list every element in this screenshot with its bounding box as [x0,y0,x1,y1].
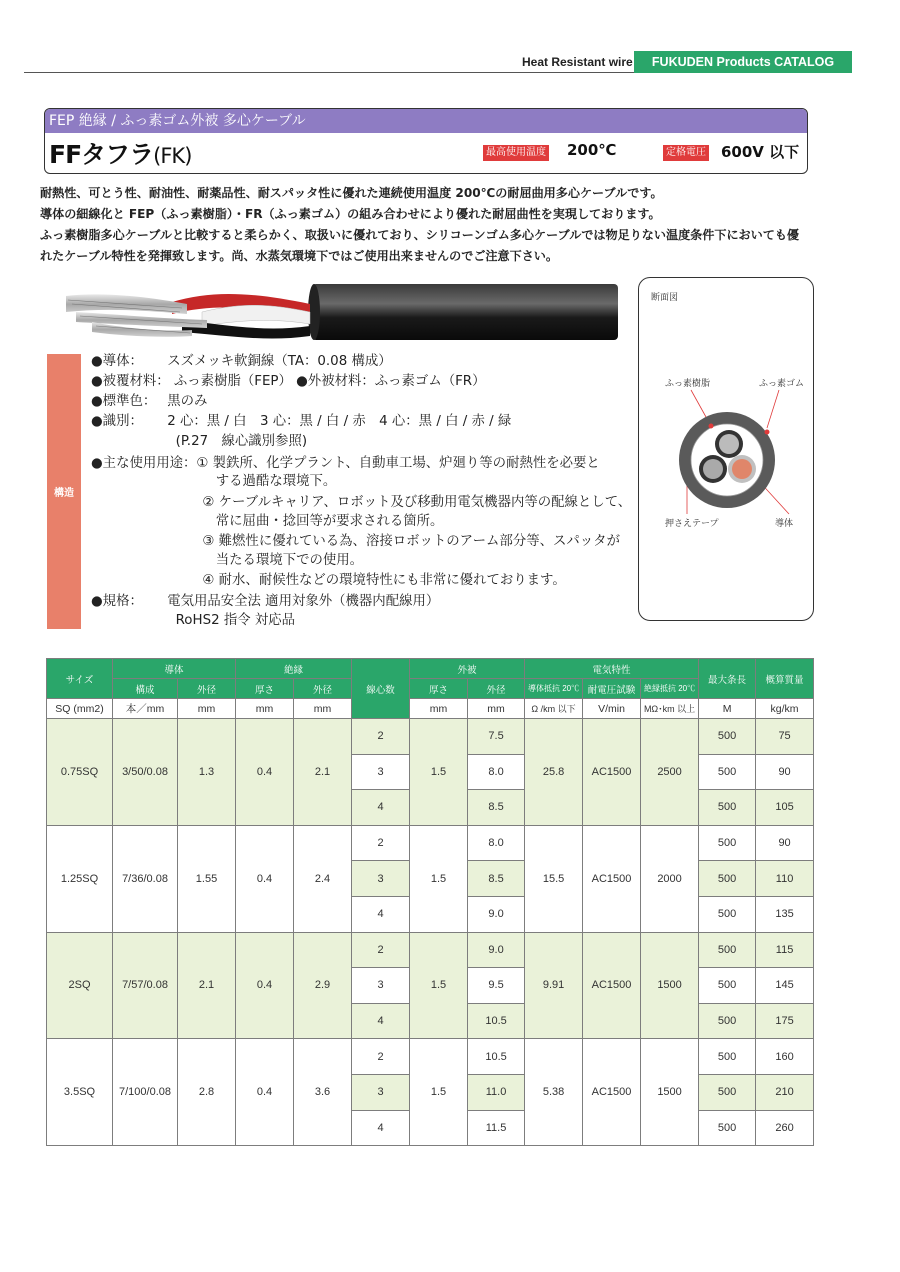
cell-insulation-resistance: 1500 [641,1039,699,1146]
product-title [49,135,191,171]
unit-sheath-od: mm [468,699,525,719]
header-withstand: 耐電圧試験 [583,679,641,699]
label-fluororesin: ふっ素樹脂 [665,379,711,389]
label-fluororubber: ふっ素ゴム [759,379,805,389]
cell-weight: 110 [756,861,814,897]
label-conductor: 導体 [775,519,794,529]
header-insulation-od: 外径 [294,679,352,699]
cell-sheath-od: 9.0 [468,896,525,932]
cell-cores: 3 [352,1074,410,1110]
structure-tag: 構造 [47,354,81,629]
cell-insulation-thickness: 0.4 [236,1039,294,1146]
product-code: (FK) [153,144,192,168]
cell-composition: 7/57/0.08 [113,932,178,1039]
structure-usage-4: ④ 耐水、耐候性などの環境特性にも非常に優れております。 [91,573,566,588]
cell-composition: 3/50/0.08 [113,719,178,826]
cell-sheath-od: 10.5 [468,1039,525,1075]
cell-composition: 7/36/0.08 [113,825,178,932]
unit-resistance: Ω /km 以下 [525,699,583,719]
cell-insulation-resistance: 1500 [641,932,699,1039]
cell-conductor-od: 2.1 [178,932,236,1039]
cell-resistance: 15.5 [525,825,583,932]
cell-insulation-od: 2.1 [294,719,352,826]
structure-usage-2b: 常に屈曲・捻回等が要求される箇所。 [91,514,444,529]
header-sheath: 外被 [410,659,525,679]
catalog-banner: FUKUDEN Products CATALOG [634,51,852,73]
cell-sheath-thickness: 1.5 [410,719,468,826]
unit-size: SQ (mm2) [47,699,113,719]
header-weight: 概算質量 [756,659,814,699]
structure-standard: ●規格： 電気用品安全法 適用対象外（機器内配線用） [91,594,440,609]
description-line: ふっ素樹脂多心ケーブルと比較すると柔らかく、取扱いに優れており、シリコーンゴム多心ケーブルでは物足りない温度条件下においても優 [40,228,800,242]
cell-insulation-thickness: 0.4 [236,825,294,932]
structure-usage-1: ●主な使用用途：① 製鉄所、化学プラント、自動車工場、炉廻り等の耐熱性を必要と [91,456,600,471]
cell-max-length: 500 [699,968,756,1004]
cell-sheath-thickness: 1.5 [410,1039,468,1146]
description-line: れたケーブル特性を発揮致します。尚、水蒸気環境下ではご使用出来ませんのでご注意下さい。 [40,249,558,263]
spec-table [46,658,814,1146]
structure-conductor: ●導体： スズメッキ軟銅線（TA：0.08 構成） [91,354,392,369]
unit-insulation-thickness: mm [236,699,294,719]
cell-weight: 75 [756,719,814,755]
cell-max-length: 500 [699,861,756,897]
cell-resistance: 5.38 [525,1039,583,1146]
header-insulation-resistance: 絶縁抵抗 20℃ [641,679,699,699]
header-conductor-od: 外径 [178,679,236,699]
cell-max-length: 500 [699,825,756,861]
cell-cores: 2 [352,932,410,968]
cell-cores: 2 [352,825,410,861]
header-size: サイズ [47,659,113,699]
cell-insulation-thickness: 0.4 [236,719,294,826]
cell-withstand: AC1500 [583,1039,641,1146]
cell-cores: 3 [352,754,410,790]
cell-weight: 90 [756,825,814,861]
structure-identification: ●識別： 2 心：黒 / 白 3 心：黒 / 白 / 赤 4 心：黒 / 白 / 赤 / 緑 [91,414,512,429]
header-insulation-thickness: 厚さ [236,679,294,699]
cell-max-length: 500 [699,1003,756,1039]
cell-max-length: 500 [699,754,756,790]
cell-max-length: 500 [699,719,756,755]
cell-insulation-resistance: 2000 [641,825,699,932]
unit-insulation-od: mm [294,699,352,719]
cell-withstand: AC1500 [583,719,641,826]
cross-section-panel [638,277,814,621]
cell-weight: 135 [756,896,814,932]
header-sheath-thickness: 厚さ [410,679,468,699]
structure-color: ●標準色： 黒のみ [91,394,208,409]
cell-max-length: 500 [699,1039,756,1075]
table-row [47,825,814,861]
table-row [47,932,814,968]
cross-section-diagram [639,278,815,622]
cell-sheath-thickness: 1.5 [410,932,468,1039]
cell-sheath-od: 9.5 [468,968,525,1004]
cell-size: 1.25SQ [47,825,113,932]
cell-cores: 3 [352,968,410,1004]
structure-materials: ●被覆材料： ふっ素樹脂（FEP） ●外被材料：ふっ素ゴム（FR） [91,374,486,389]
cell-size: 3.5SQ [47,1039,113,1146]
unit-weight: kg/km [756,699,814,719]
cell-size: 2SQ [47,932,113,1039]
description-line: 導体の細線化と FEP（ふっ素樹脂）・FR（ふっ素ゴム）の組み合わせにより優れた耐屈曲性を実現しております。 [40,207,661,221]
structure-rohs: RoHS2 指令 対応品 [91,613,296,628]
max-temp-label: 最高使用温度 [483,145,549,161]
cell-sheath-od: 7.5 [468,719,525,755]
cell-sheath-od: 11.0 [468,1074,525,1110]
cell-resistance: 25.8 [525,719,583,826]
cell-conductor-od: 1.55 [178,825,236,932]
cell-weight: 160 [756,1039,814,1075]
cell-conductor-od: 1.3 [178,719,236,826]
cell-sheath-od: 8.0 [468,754,525,790]
header-max-length: 最大条長 [699,659,756,699]
cell-weight: 115 [756,932,814,968]
cell-weight: 260 [756,1110,814,1146]
cell-cores: 4 [352,1003,410,1039]
cell-cores: 4 [352,790,410,826]
cell-max-length: 500 [699,932,756,968]
cell-max-length: 500 [699,1110,756,1146]
cell-sheath-od: 9.0 [468,932,525,968]
cell-weight: 175 [756,1003,814,1039]
cell-max-length: 500 [699,1074,756,1110]
unit-insulation-resistance: MΩ･km 以上 [641,699,699,719]
cell-max-length: 500 [699,790,756,826]
cell-insulation-resistance: 2500 [641,719,699,826]
header-electrical: 電気特性 [525,659,699,679]
product-description [40,183,812,267]
header-sheath-od: 外径 [468,679,525,699]
cell-insulation-thickness: 0.4 [236,932,294,1039]
description-line: 耐熱性、可とう性、耐油性、耐薬品性、耐スパッタ性に優れた連続使用温度 200℃の耐屈曲用多心ケーブルです。 [40,186,663,200]
cell-cores: 3 [352,861,410,897]
voltage-label: 定格電圧 [663,145,709,161]
header-conductor: 導体 [113,659,236,679]
max-temp-value: 200℃ [567,141,617,159]
cell-cores: 4 [352,1110,410,1146]
cell-withstand: AC1500 [583,932,641,1039]
header-composition: 構成 [113,679,178,699]
structure-usage-3b: 当たる環境下での使用。 [91,553,364,568]
cell-insulation-od: 2.9 [294,932,352,1039]
cell-conductor-od: 2.8 [178,1039,236,1146]
category-label: Heat Resistant wire [522,55,633,69]
header-insulation: 絶縁 [236,659,352,679]
product-title-box [44,108,808,174]
cell-resistance: 9.91 [525,932,583,1039]
cell-cores: 4 [352,896,410,932]
header-cores: 線心数 [352,659,410,719]
product-name: FFタフラ [49,140,154,169]
label-tape: 押さえテープ [665,519,719,529]
unit-composition: 本／mm [113,699,178,719]
structure-usage-3: ③ 難燃性に優れている為、溶接ロボットのアーム部分等、スパッタが [91,534,620,549]
unit-sheath-thickness: mm [410,699,468,719]
cell-sheath-od: 11.5 [468,1110,525,1146]
structure-usage-2: ② ケーブルキャリア、ロボット及び移動用電気機器内等の配線として、 [91,495,632,510]
header-resistance: 導体抵抗 20℃ [525,679,583,699]
unit-length: M [699,699,756,719]
cell-sheath-od: 10.5 [468,1003,525,1039]
cell-weight: 105 [756,790,814,826]
unit-conductor-od: mm [178,699,236,719]
cell-size: 0.75SQ [47,719,113,826]
cell-sheath-od: 8.0 [468,825,525,861]
cell-cores: 2 [352,1039,410,1075]
voltage-value: 600V 以下 [721,143,800,161]
cell-weight: 90 [756,754,814,790]
cable-illustration [62,282,618,342]
cell-weight: 145 [756,968,814,1004]
structure-usage-1b: する過酷な環境下。 [91,474,337,489]
unit-withstand: V/min [583,699,641,719]
cell-composition: 7/100/0.08 [113,1039,178,1146]
cell-sheath-od: 8.5 [468,861,525,897]
cell-withstand: AC1500 [583,825,641,932]
cell-max-length: 500 [699,896,756,932]
table-row [47,1039,814,1075]
cross-section-title: 断面図 [651,293,679,303]
cell-weight: 210 [756,1074,814,1110]
table-row [47,719,814,755]
cell-insulation-od: 3.6 [294,1039,352,1146]
product-subtitle: FEP 絶縁 / ふっ素ゴム外被 多心ケーブル [45,109,807,133]
cell-sheath-od: 8.5 [468,790,525,826]
structure-identification-ref: (P.27 線心識別参照) [91,434,308,449]
cell-cores: 2 [352,719,410,755]
cell-insulation-od: 2.4 [294,825,352,932]
cell-sheath-thickness: 1.5 [410,825,468,932]
